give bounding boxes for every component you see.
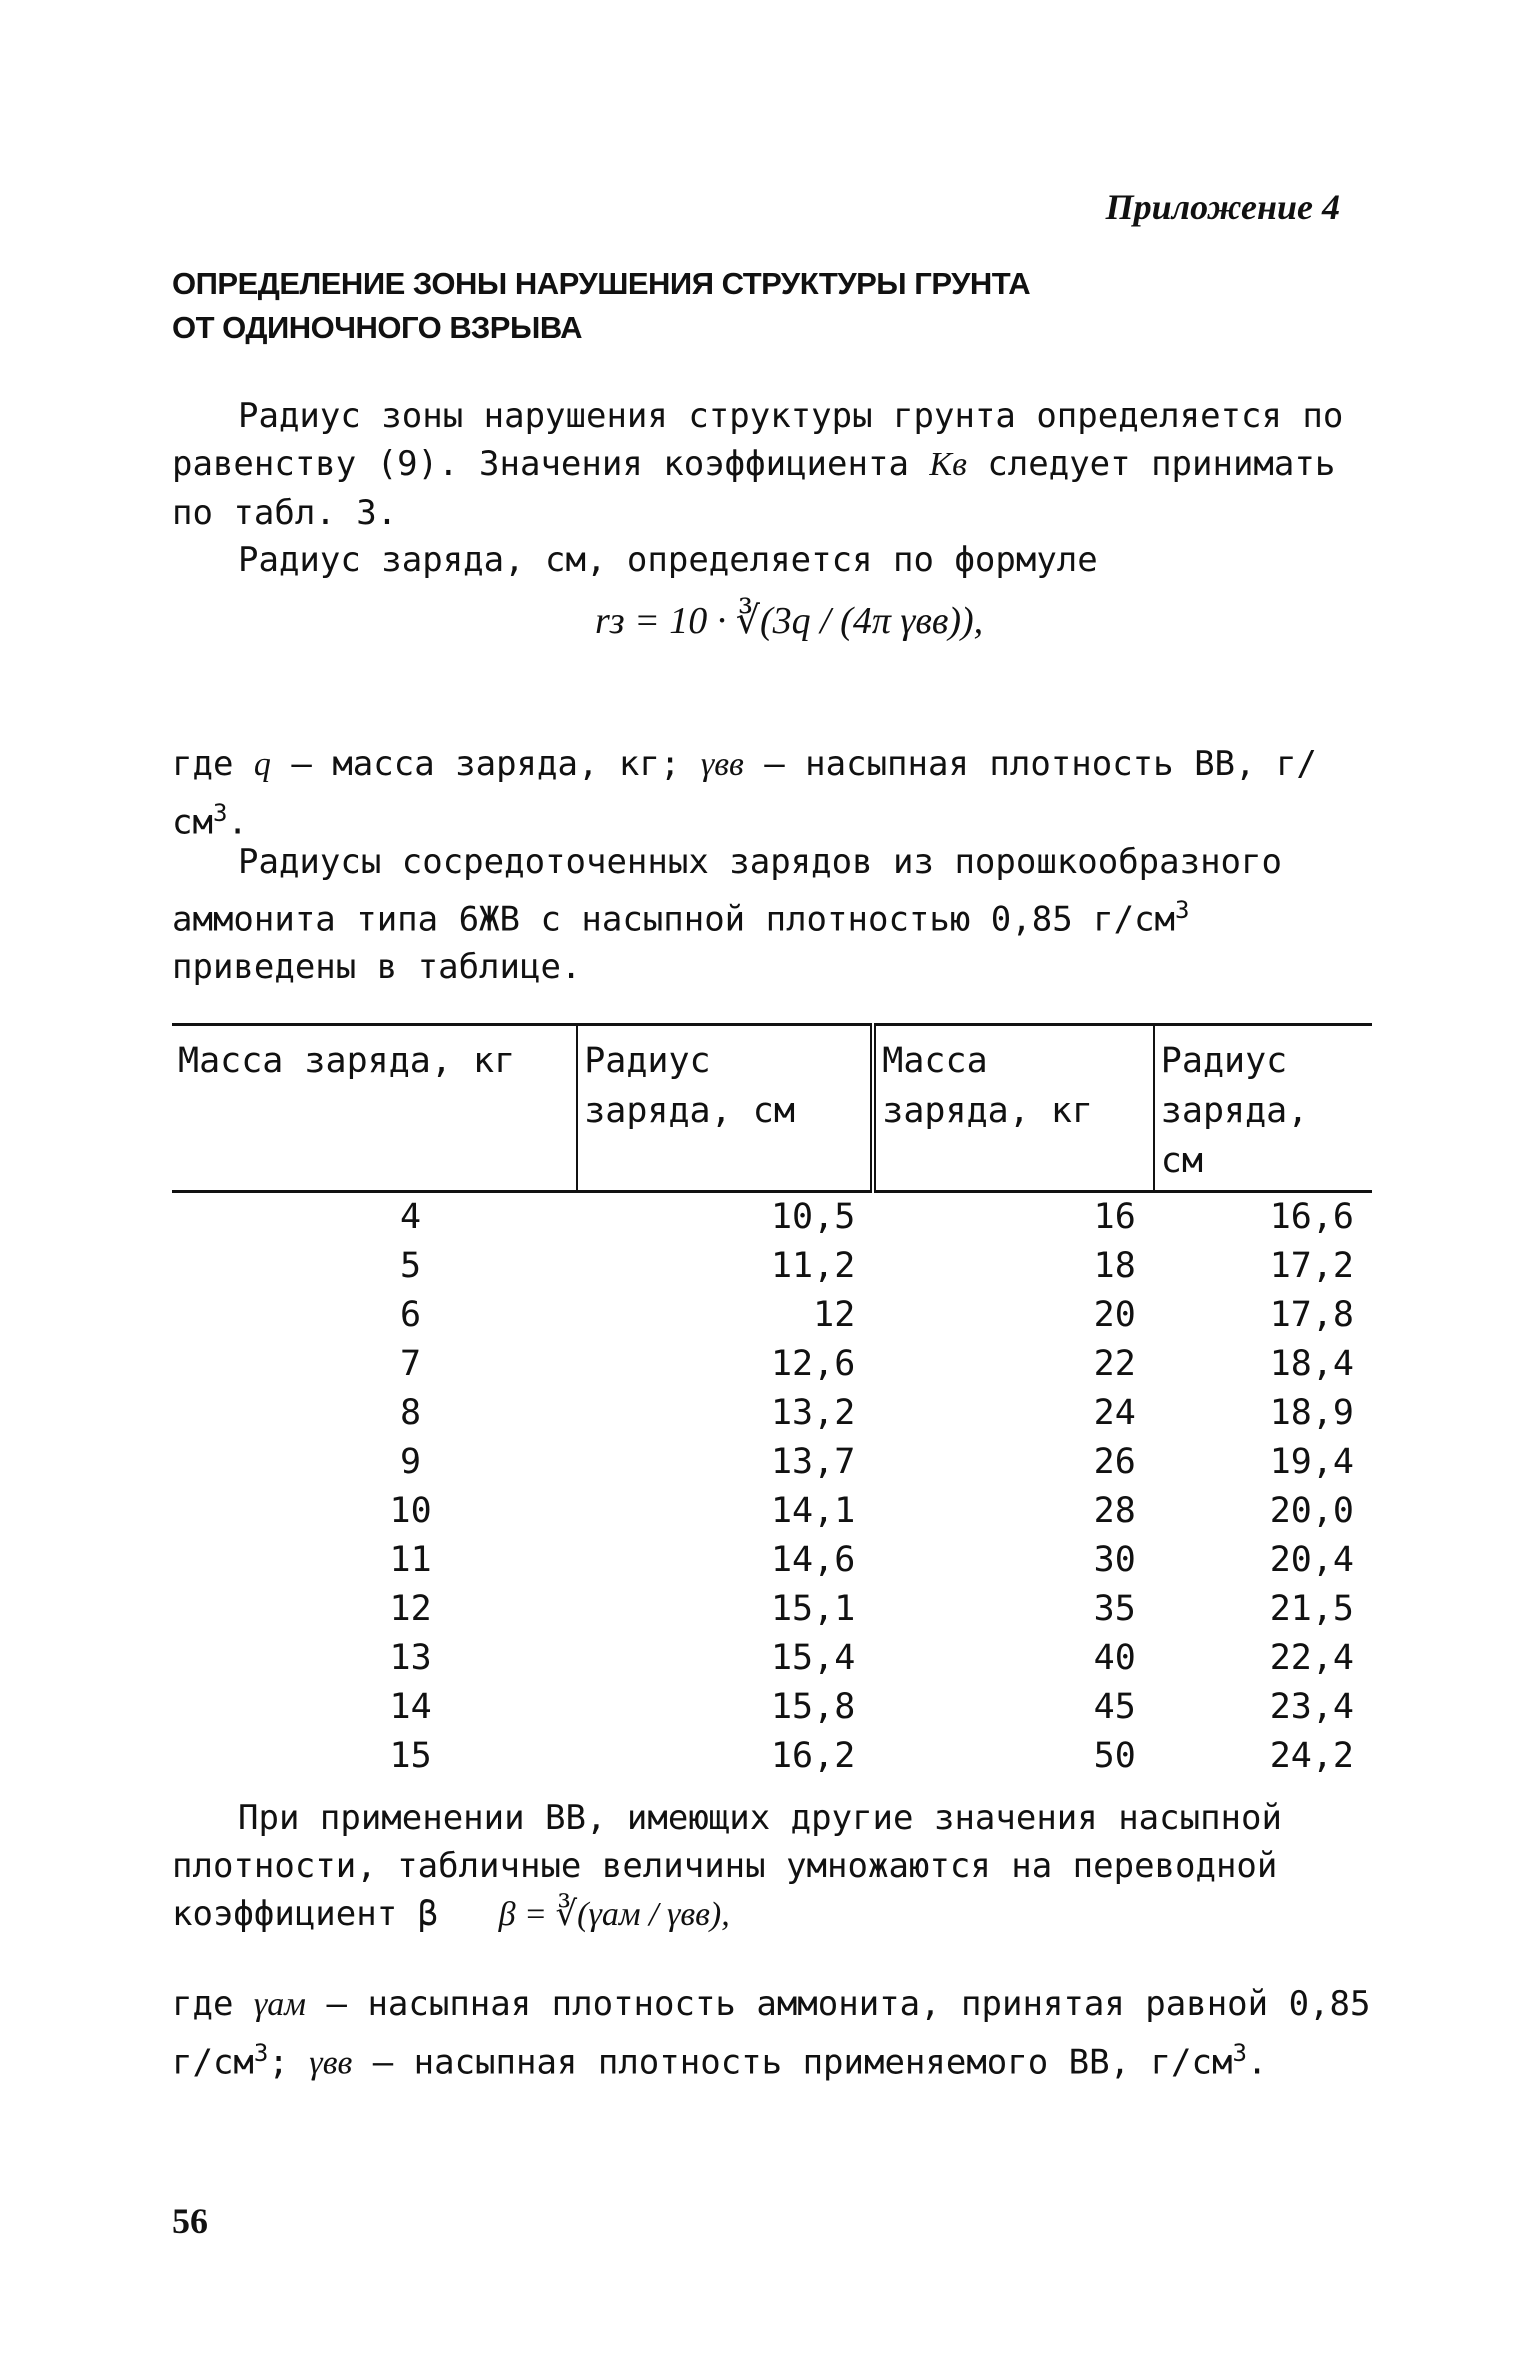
superscript-3: 3 [1232, 2039, 1247, 2067]
table-body [172, 1192, 1372, 1782]
appendix-label: Приложение 4 [1105, 187, 1340, 227]
table-cell: 28 [1093, 1491, 1136, 1531]
table-row [172, 1683, 1372, 1732]
table-cell: 30 [1093, 1540, 1136, 1580]
superscript-3: 3 [253, 2039, 269, 2067]
table-cell: 8 [400, 1393, 422, 1433]
table-cell: 12,6 [770, 1344, 856, 1384]
header-mass-1: Масса заряда, кг [172, 1025, 577, 1192]
table-cell: 22 [1093, 1344, 1136, 1384]
table-cell: 16 [1093, 1197, 1136, 1237]
table-row [172, 1732, 1372, 1781]
paragraph-4-text: При применении ВВ, имеющих другие значения насыпной плотности, табличные величины умножаются на переводной коэффициент β [172, 1798, 1282, 1934]
table-row [172, 1438, 1372, 1487]
paragraph-3-end: приведены в таблице. [172, 947, 582, 988]
table-cell: 14,6 [770, 1540, 856, 1580]
table-cell: 17,2 [1269, 1246, 1354, 1286]
table-cell: 21,5 [1269, 1589, 1354, 1629]
table-cell: 19,4 [1269, 1442, 1354, 1482]
where-gamma-desc: – насыпная плотность ВВ, г/см [172, 744, 1317, 843]
table-cell: 24,2 [1269, 1736, 1354, 1776]
section-heading [172, 262, 1372, 350]
table-cell: 50 [1093, 1736, 1136, 1776]
symbol-gamma-am: γам [253, 1986, 307, 2023]
final-period: . [1246, 2042, 1268, 2083]
table-cell: 13,2 [770, 1393, 856, 1433]
paragraph-2 [172, 536, 1372, 584]
where-vv-desc: – насыпная плотность применяемого ВВ, г/см [372, 2042, 1233, 2083]
heading-line-1: ОПРЕДЕЛЕНИЕ ЗОНЫ НАРУШЕНИЯ СТРУКТУРЫ ГРУНТА [172, 266, 1031, 301]
table-cell: 20,0 [1269, 1491, 1354, 1531]
symbol-q: q [253, 746, 271, 783]
table-cell: 13,7 [770, 1442, 856, 1482]
page-number: 56 [172, 2201, 208, 2241]
header-mass-2: Масса заряда, кг [873, 1025, 1154, 1192]
table-row [172, 1291, 1372, 1340]
header-radius-1: Радиус заряда, см [577, 1025, 873, 1192]
symbol-gamma-vv: γвв [700, 746, 744, 783]
paragraph-1-end: следует принимать по табл. 3. [172, 444, 1336, 533]
table-cell: 20 [1093, 1295, 1136, 1335]
where-q-desc: – масса заряда, кг; [291, 744, 681, 784]
table-cell: 17,8 [1269, 1295, 1354, 1335]
table-cell: 5 [400, 1246, 422, 1286]
table-cell: 12 [813, 1295, 856, 1335]
superscript-3: 3 [212, 799, 228, 827]
table-cell: 24 [1093, 1393, 1136, 1433]
table-cell: 15,8 [770, 1687, 856, 1727]
table-row [172, 1389, 1372, 1438]
table-cell: 22,4 [1269, 1638, 1354, 1678]
formula-beta: β = ∛(γам / γвв), [498, 1896, 730, 1933]
table-cell: 6 [400, 1295, 422, 1335]
paragraph-3 [172, 838, 1372, 991]
header-radius-2: Радиус заряда, см [1154, 1025, 1372, 1192]
table-cell: 15,1 [770, 1589, 856, 1629]
paragraph-where-2: где γам – насыпная плотность аммонита, принятая равной 0,85 $г/см^3$; γвв – насыпная плотность применяемого ВВ, $г/см^3$. [172, 1984, 1371, 2083]
where-label: где [172, 744, 234, 784]
table-cell: 4 [400, 1197, 422, 1237]
table-cell: 40 [1093, 1638, 1136, 1678]
table-cell: 11,2 [770, 1246, 856, 1286]
table-cell: 20,4 [1269, 1540, 1354, 1580]
table-row [172, 1585, 1372, 1634]
table-cell: 10 [389, 1491, 432, 1531]
table-row [172, 1536, 1372, 1585]
where-label-2: где [172, 1984, 234, 2024]
table-row [172, 1242, 1372, 1291]
table-cell: 15 [389, 1736, 432, 1776]
table-cell: 7 [400, 1344, 422, 1384]
table-row [172, 1340, 1372, 1389]
table-cell: 13 [389, 1638, 432, 1678]
paragraph-1-text: Радиус зоны нарушения структуры грунта определяется по равенству (9). Значения коэффициента [172, 396, 1344, 484]
table-cell: 18,4 [1269, 1344, 1354, 1384]
table-cell: 35 [1093, 1589, 1136, 1629]
table-cell: 15,4 [770, 1638, 856, 1678]
table-cell: 18 [1093, 1246, 1136, 1286]
superscript-3: 3 [1175, 896, 1190, 924]
table-cell: 18,9 [1269, 1393, 1354, 1433]
coefficient-symbol: Kв [929, 446, 967, 483]
table-cell: 12 [389, 1589, 432, 1629]
formula-radius: rз = 10 · ∛(3q / (4π γвв)), [595, 600, 984, 642]
table-cell: 9 [400, 1442, 422, 1482]
table-header-row [172, 1025, 1372, 1192]
table-cell: 16,2 [770, 1736, 856, 1776]
table-cell: 14,1 [770, 1491, 856, 1531]
symbol-gamma-vv-2: γвв [309, 2044, 353, 2082]
paragraph-4 [172, 1794, 1372, 1939]
paragraph-1 [172, 392, 1372, 537]
paragraph-2-text: Радиус заряда, см, определяется по формуле [238, 540, 1098, 580]
table-cell: 10,5 [770, 1197, 856, 1237]
table-row [172, 1487, 1372, 1536]
where-am-desc: – насыпная плотность аммонита, принятая равной 0,85 г/см [172, 1984, 1371, 2083]
table-cell: 45 [1093, 1687, 1136, 1727]
table-cell: 26 [1093, 1442, 1136, 1482]
table-row [172, 1634, 1372, 1683]
charge-radius-table [172, 1023, 1372, 1781]
table-row [172, 1192, 1372, 1243]
table-cell: 11 [389, 1540, 432, 1580]
paragraph-where-1: где q – масса заряда, кг; γвв – насыпная плотность ВВ, $г/см^3$. [172, 744, 1317, 843]
table-cell: 16,6 [1269, 1197, 1354, 1237]
table-cell: 14 [389, 1687, 432, 1727]
table-cell: 23,4 [1269, 1687, 1354, 1727]
paragraph-3-text: Радиусы сосредоточенных зарядов из порошкообразного аммонита типа 6ЖВ с насыпной плотностью 0,85 г/см [172, 842, 1282, 940]
heading-line-2: ОТ ОДИНОЧНОГО ВЗРЫВА [172, 310, 583, 345]
